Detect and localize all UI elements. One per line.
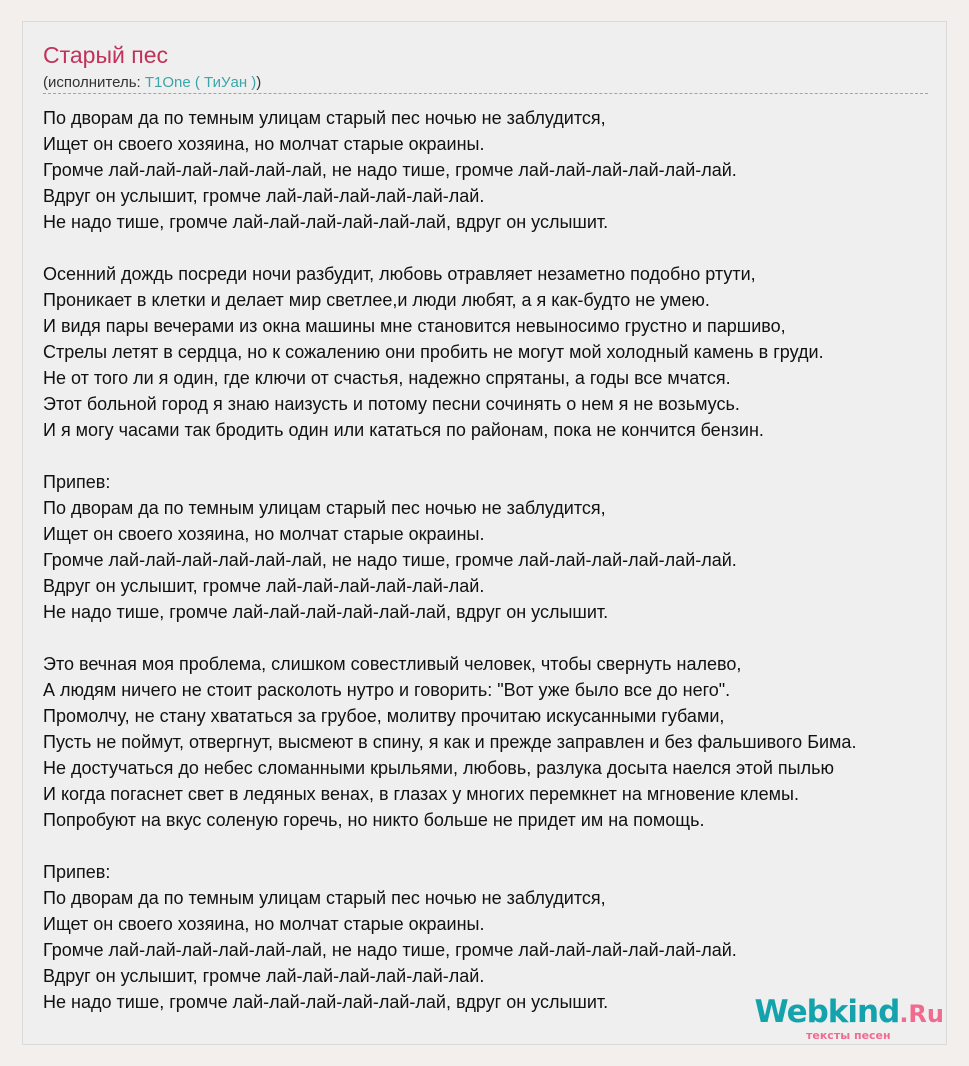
lyric-line: Попробуют на вкус соленую горечь, но никто больше не придет им на помощь. <box>43 810 705 830</box>
lyric-line: Вдруг он услышит, громче лай-лай-лай-лай-лай-лай. <box>43 966 485 986</box>
lyric-line: Громче лай-лай-лай-лай-лай-лай, не надо тише, громче лай-лай-лай-лай-лай-лай. <box>43 550 737 570</box>
song-title: Старый пес <box>43 42 168 68</box>
lyric-line: По дворам да по темным улицам старый пес ночью не заблудится, <box>43 108 606 128</box>
lyric-line: Не от того ли я один, где ключи от счастья, надежно спрятаны, а годы все мчатся. <box>43 368 731 388</box>
lyric-line: Это вечная моя проблема, слишком совестливый человек, чтобы свернуть налево, <box>43 654 742 674</box>
lyric-line: Громче лай-лай-лай-лай-лай-лай, не надо тише, громче лай-лай-лай-лай-лай-лай. <box>43 160 737 180</box>
artist-suffix: ) <box>256 74 262 91</box>
divider <box>43 93 928 94</box>
logo-name: Webkind <box>754 994 900 1030</box>
lyric-line: Ищет он своего хозяина, но молчат старые окраины. <box>43 524 485 544</box>
lyric-line: Пусть не поймут, отвергнут, высмеют в спину, я как и прежде заправлен и без фальшивого Бима. <box>43 732 857 752</box>
lyric-line: Припев: <box>43 862 111 882</box>
lyric-line: Громче лай-лай-лай-лай-лай-лай, не надо тише, громче лай-лай-лай-лай-лай-лай. <box>43 940 737 960</box>
lyrics-text <box>43 105 856 1015</box>
lyric-line: Ищет он своего хозяина, но молчат старые окраины. <box>43 914 485 934</box>
lyric-line: Ищет он своего хозяина, но молчат старые окраины. <box>43 134 485 154</box>
lyric-line: И когда погаснет свет в ледяных венах, в глазах у многих перемкнет на мгновение клемы. <box>43 784 799 804</box>
lyric-line: Вдруг он услышит, громче лай-лай-лай-лай-лай-лай. <box>43 576 485 596</box>
lyric-line: Стрелы летят в сердца, но к сожалению они пробить не могут мой холодный камень в груди. <box>43 342 824 362</box>
logo-brand <box>744 995 944 1029</box>
lyric-line: Не надо тише, громче лай-лай-лай-лай-лай-лай, вдруг он услышит. <box>43 992 609 1012</box>
lyric-line: Осенний дождь посреди ночи разбудит, любовь отравляет незаметно подобно ртути, <box>43 264 756 284</box>
lyric-line: И видя пары вечерами из окна машины мне становится невыносимо грустно и паршиво, <box>43 316 786 336</box>
lyric-line: Промолчу, не стану хвататься за грубое, молитву прочитаю искусанными губами, <box>43 706 725 726</box>
lyric-line: Вдруг он услышит, громче лай-лай-лай-лай-лай-лай. <box>43 186 485 206</box>
lyric-line: По дворам да по темным улицам старый пес ночью не заблудится, <box>43 888 606 908</box>
lyrics-panel <box>22 21 947 1045</box>
lyric-line: Не надо тише, громче лай-лай-лай-лай-лай-лай, вдруг он услышит. <box>43 602 609 622</box>
logo-tagline: тексты песен <box>806 1029 891 1042</box>
lyric-line: И я могу часами так бродить один или кататься по районам, пока не кончится бензин. <box>43 420 764 440</box>
lyric-line: Не достучаться до небес сломанными крыльями, любовь, разлука досыта наелся этой пылью <box>43 758 834 778</box>
lyric-line: Припев: <box>43 472 111 492</box>
artist-prefix: (исполнитель: <box>43 74 145 91</box>
lyric-line: По дворам да по темным улицам старый пес ночью не заблудится, <box>43 498 606 518</box>
lyric-line: Не надо тише, громче лай-лай-лай-лай-лай-лай, вдруг он услышит. <box>43 212 609 232</box>
lyric-line: Этот больной город я знаю наизусть и потому песни сочинять о нем я не возьмусь. <box>43 394 740 414</box>
artist-link[interactable]: T1One ( ТиУан ) <box>144 74 257 91</box>
site-logo[interactable] <box>744 995 944 1042</box>
artist-line <box>43 74 261 91</box>
lyric-line: А людям ничего не стоит расколоть нутро и говорить: "Вот уже было все до него". <box>43 680 731 700</box>
logo-tld: .Ru <box>899 1000 944 1028</box>
lyric-line: Проникает в клетки и делает мир светлее,и люди любят, а я как-будто не умею. <box>43 290 710 310</box>
